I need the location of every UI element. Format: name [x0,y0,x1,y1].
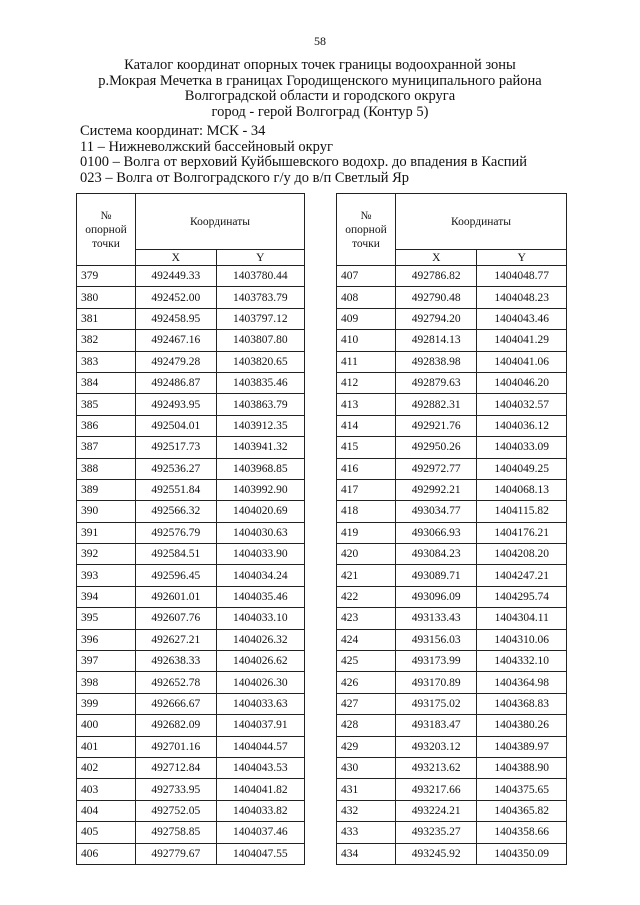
table-row [77,458,305,479]
x-coordinate-cell: 492601.01 [136,586,217,607]
point-number-cell: 428 [337,715,396,736]
table-row [77,715,305,736]
x-coordinate-cell: 493213.62 [396,757,477,778]
point-number-cell: 396 [77,629,136,650]
point-number-cell: 380 [77,287,136,308]
point-number-cell: 393 [77,565,136,586]
y-coordinate-cell: 1404043.46 [477,308,567,329]
table-row [337,266,567,287]
y-coordinate-cell: 1404036.12 [477,415,567,436]
x-coordinate-cell: 492452.00 [136,287,217,308]
x-coordinate-cell: 492682.09 [136,715,217,736]
table-row [77,843,305,864]
table-row [337,608,567,629]
y-header: Y [216,250,305,266]
y-coordinate-cell: 1404037.46 [216,822,305,843]
y-coordinate-cell: 1404033.90 [216,544,305,565]
x-coordinate-cell: 492607.76 [136,608,217,629]
x-coordinate-cell: 492449.33 [136,266,217,287]
table-row [337,330,567,351]
point-number-cell: 406 [77,843,136,864]
x-coordinate-cell: 493245.92 [396,843,477,864]
y-coordinate-cell: 1403912.35 [216,415,305,436]
table-row [77,651,305,672]
point-number-cell: 427 [337,693,396,714]
table-row [337,651,567,672]
x-coordinate-cell: 493183.47 [396,715,477,736]
coordinates-table-right [336,193,567,865]
x-coordinate-cell: 492596.45 [136,565,217,586]
y-coordinate-cell: 1404358.66 [477,822,567,843]
table-row [77,308,305,329]
y-coordinate-cell: 1404026.32 [216,629,305,650]
x-coordinate-cell: 492467.16 [136,330,217,351]
y-coordinate-cell: 1403807.80 [216,330,305,351]
y-coordinate-cell: 1404041.06 [477,351,567,372]
point-number-cell: 390 [77,501,136,522]
point-number-cell: 384 [77,372,136,393]
x-coordinate-cell: 492551.84 [136,479,217,500]
table-row [77,822,305,843]
table-row [337,501,567,522]
x-coordinate-cell: 492504.01 [136,415,217,436]
point-number-cell: 417 [337,479,396,500]
table-row [77,330,305,351]
table-row [77,522,305,543]
y-coordinate-cell: 1404020.69 [216,501,305,522]
point-number-cell: 431 [337,779,396,800]
x-coordinate-cell: 492712.84 [136,757,217,778]
table-row [77,372,305,393]
x-coordinate-cell: 493175.02 [396,693,477,714]
point-number-cell: 405 [77,822,136,843]
page-number: 58 [314,34,326,48]
y-coordinate-cell: 1404033.09 [477,437,567,458]
y-coordinate-cell: 1403992.90 [216,479,305,500]
table-row [337,437,567,458]
title-line: Каталог координат опорных точек границы водоохранной зоны [124,57,516,73]
y-coordinate-cell: 1404033.10 [216,608,305,629]
point-number-cell: 398 [77,672,136,693]
meta-line: 0100 – Волга от верховий Куйбышевского водохр. до впадения в Каспий [80,154,528,170]
y-coordinate-cell: 1404032.57 [477,394,567,415]
point-number-cell: 379 [77,266,136,287]
table-row [77,287,305,308]
table-row [77,586,305,607]
y-coordinate-cell: 1404048.77 [477,266,567,287]
y-coordinate-cell: 1403780.44 [216,266,305,287]
y-coordinate-cell: 1404046.20 [477,372,567,393]
point-number-cell: 383 [77,351,136,372]
y-coordinate-cell: 1404176.21 [477,522,567,543]
point-number-cell: 408 [337,287,396,308]
x-coordinate-cell: 493066.93 [396,522,477,543]
x-coordinate-cell: 493235.27 [396,822,477,843]
x-coordinate-cell: 493034.77 [396,501,477,522]
x-coordinate-cell: 492576.79 [136,522,217,543]
y-coordinate-cell: 1404030.63 [216,522,305,543]
y-coordinate-cell: 1404026.62 [216,651,305,672]
y-coordinate-cell: 1404380.26 [477,715,567,736]
x-coordinate-cell: 492536.27 [136,458,217,479]
point-number-header: № опорной точки [77,194,136,266]
point-number-cell: 409 [337,308,396,329]
title-line: р.Мокрая Мечетка в границах Городищенского муниципального района [98,72,542,89]
y-coordinate-cell: 1403941.32 [216,437,305,458]
y-coordinate-cell: 1404041.29 [477,330,567,351]
table-row [337,715,567,736]
y-coordinate-cell: 1404368.83 [477,693,567,714]
y-coordinate-cell: 1404364.98 [477,672,567,693]
point-number-cell: 404 [77,800,136,821]
point-number-cell: 381 [77,308,136,329]
y-coordinate-cell: 1404068.13 [477,479,567,500]
point-number-cell: 426 [337,672,396,693]
y-coordinate-cell: 1404037.91 [216,715,305,736]
table-row [77,736,305,757]
table-row [337,308,567,329]
point-number-cell: 412 [337,372,396,393]
x-header: X [396,250,477,266]
y-coordinate-cell: 1403835.46 [216,372,305,393]
x-coordinate-cell: 492779.67 [136,843,217,864]
x-coordinate-cell: 492879.63 [396,372,477,393]
point-number-cell: 433 [337,822,396,843]
y-coordinate-cell: 1404034.24 [216,565,305,586]
table-row [337,736,567,757]
y-coordinate-cell: 1404115.82 [477,501,567,522]
table-row [77,757,305,778]
table-row [337,757,567,778]
point-number-cell: 411 [337,351,396,372]
y-coordinate-cell: 1404388.90 [477,757,567,778]
meta-line: 11 – Нижневолжский бассейновый округ [80,138,333,155]
coordinate-system-info [80,124,527,186]
x-coordinate-cell: 492882.31 [396,394,477,415]
x-coordinate-cell: 492752.05 [136,800,217,821]
y-coordinate-cell: 1403863.79 [216,394,305,415]
x-coordinate-cell: 493173.99 [396,651,477,672]
point-number-cell: 399 [77,693,136,714]
x-coordinate-cell: 492517.73 [136,437,217,458]
x-coordinate-cell: 492972.77 [396,458,477,479]
x-coordinate-cell: 492758.85 [136,822,217,843]
point-number-cell: 400 [77,715,136,736]
x-coordinate-cell: 492838.98 [396,351,477,372]
y-coordinate-cell: 1404375.65 [477,779,567,800]
x-coordinate-cell: 492458.95 [136,308,217,329]
table-row [77,608,305,629]
table-row [77,693,305,714]
table-row [337,629,567,650]
y-coordinate-cell: 1403783.79 [216,287,305,308]
x-coordinate-cell: 492733.95 [136,779,217,800]
table-row [337,544,567,565]
x-coordinate-cell: 492566.32 [136,501,217,522]
y-coordinate-cell: 1404049.25 [477,458,567,479]
y-header: Y [477,250,567,266]
table-row [337,479,567,500]
point-number-cell: 401 [77,736,136,757]
table-row [337,394,567,415]
y-coordinate-cell: 1404043.53 [216,757,305,778]
x-coordinate-cell: 492666.67 [136,693,217,714]
y-coordinate-cell: 1404332.10 [477,651,567,672]
table-row [77,779,305,800]
table-row [77,800,305,821]
point-number-cell: 414 [337,415,396,436]
table-row [77,501,305,522]
y-coordinate-cell: 1404310.06 [477,629,567,650]
table-row [337,822,567,843]
x-coordinate-cell: 492479.28 [136,351,217,372]
point-number-cell: 422 [337,586,396,607]
x-coordinate-cell: 492790.48 [396,287,477,308]
table-row [77,479,305,500]
y-coordinate-cell: 1403820.65 [216,351,305,372]
x-coordinate-cell: 493156.03 [396,629,477,650]
x-coordinate-cell: 492786.82 [396,266,477,287]
y-coordinate-cell: 1404295.74 [477,586,567,607]
y-coordinate-cell: 1404048.23 [477,287,567,308]
x-coordinate-cell: 492794.20 [396,308,477,329]
coordinates-table-left [76,193,305,865]
y-coordinate-cell: 1404350.09 [477,843,567,864]
point-number-cell: 419 [337,522,396,543]
table-row [77,565,305,586]
x-coordinate-cell: 493089.71 [396,565,477,586]
point-number-cell: 391 [77,522,136,543]
x-coordinate-cell: 492652.78 [136,672,217,693]
point-number-cell: 402 [77,757,136,778]
y-coordinate-cell: 1404044.57 [216,736,305,757]
table-row [77,437,305,458]
x-coordinate-cell: 492493.95 [136,394,217,415]
y-coordinate-cell: 1404365.82 [477,800,567,821]
coordinates-header: Координаты [136,194,305,250]
table-row [77,629,305,650]
x-coordinate-cell: 493084.23 [396,544,477,565]
x-coordinate-cell: 492584.51 [136,544,217,565]
table-row [337,586,567,607]
point-number-cell: 415 [337,437,396,458]
x-coordinate-cell: 492627.21 [136,629,217,650]
title-line: город - герой Волгоград (Контур 5) [211,103,429,120]
point-number-cell: 418 [337,501,396,522]
point-number-cell: 397 [77,651,136,672]
table-row [77,415,305,436]
point-number-cell: 425 [337,651,396,672]
meta-line: 023 – Волга от Волгоградского г/у до в/п Светлый Яр [80,169,410,186]
coordinates-header: Координаты [396,194,567,250]
point-number-header: № опорной точки [337,194,396,266]
point-number-cell: 421 [337,565,396,586]
point-number-cell: 407 [337,266,396,287]
point-number-cell: 424 [337,629,396,650]
y-coordinate-cell: 1404208.20 [477,544,567,565]
point-number-cell: 434 [337,843,396,864]
table-row [337,779,567,800]
x-coordinate-cell: 492814.13 [396,330,477,351]
table-row [337,672,567,693]
x-coordinate-cell: 493224.21 [396,800,477,821]
table-row [77,394,305,415]
y-coordinate-cell: 1404389.97 [477,736,567,757]
table-row [77,672,305,693]
table-row [337,522,567,543]
point-number-cell: 389 [77,479,136,500]
table-row [337,843,567,864]
table-row [337,415,567,436]
y-coordinate-cell: 1404035.46 [216,586,305,607]
point-number-cell: 395 [77,608,136,629]
x-coordinate-cell: 493133.43 [396,608,477,629]
x-coordinate-cell: 492701.16 [136,736,217,757]
y-coordinate-cell: 1404026.30 [216,672,305,693]
x-coordinate-cell: 493170.89 [396,672,477,693]
table-row [337,458,567,479]
x-coordinate-cell: 493203.12 [396,736,477,757]
point-number-cell: 392 [77,544,136,565]
table-row [337,287,567,308]
title-line: Волгоградской области и городского округа [184,88,456,104]
point-number-cell: 385 [77,394,136,415]
x-coordinate-cell: 493096.09 [396,586,477,607]
table-row [77,351,305,372]
point-number-cell: 432 [337,800,396,821]
point-number-cell: 382 [77,330,136,351]
point-number-cell: 394 [77,586,136,607]
y-coordinate-cell: 1403797.12 [216,308,305,329]
y-coordinate-cell: 1404247.21 [477,565,567,586]
point-number-cell: 416 [337,458,396,479]
point-number-cell: 420 [337,544,396,565]
point-number-cell: 387 [77,437,136,458]
y-coordinate-cell: 1404304.11 [477,608,567,629]
table-row [77,266,305,287]
point-number-cell: 423 [337,608,396,629]
point-number-cell: 388 [77,458,136,479]
x-coordinate-cell: 492486.87 [136,372,217,393]
meta-line: Система координат: МСК - 34 [80,123,266,139]
x-coordinate-cell: 492638.33 [136,651,217,672]
y-coordinate-cell: 1404047.55 [216,843,305,864]
point-number-cell: 429 [337,736,396,757]
document-title [60,58,580,120]
y-coordinate-cell: 1404041.82 [216,779,305,800]
x-coordinate-cell: 492950.26 [396,437,477,458]
y-coordinate-cell: 1403968.85 [216,458,305,479]
x-coordinate-cell: 493217.66 [396,779,477,800]
x-coordinate-cell: 492921.76 [396,415,477,436]
x-header: X [136,250,217,266]
table-row [337,372,567,393]
point-number-cell: 413 [337,394,396,415]
table-row [337,565,567,586]
x-coordinate-cell: 492992.21 [396,479,477,500]
point-number-cell: 386 [77,415,136,436]
y-coordinate-cell: 1404033.82 [216,800,305,821]
point-number-cell: 410 [337,330,396,351]
table-row [337,800,567,821]
table-row [77,544,305,565]
point-number-cell: 430 [337,757,396,778]
table-row [337,693,567,714]
table-row [337,351,567,372]
point-number-cell: 403 [77,779,136,800]
y-coordinate-cell: 1404033.63 [216,693,305,714]
